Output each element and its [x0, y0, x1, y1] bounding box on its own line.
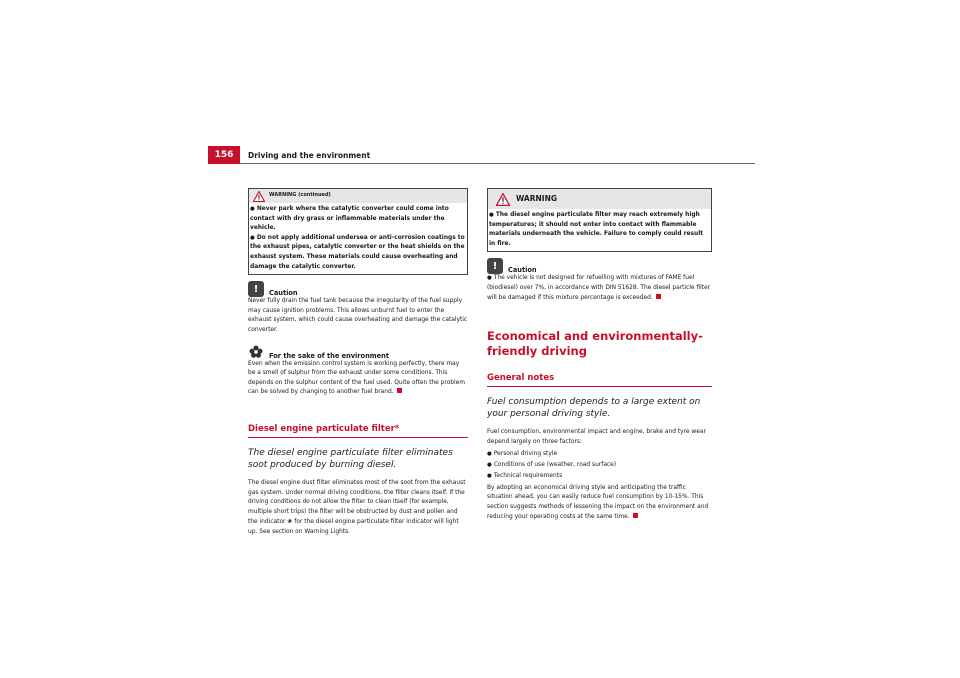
page-number: 156: [208, 146, 240, 164]
general-notes-subtitle: Fuel consumption depends to a large extent on your personal driving style.: [487, 397, 701, 420]
warning-item: ● The diesel engine particulate filter may reach extremely high temperatures; it should not enter into contact with flammable materials underneath the vehicle. Failure to comply could result in fire.: [489, 211, 709, 249]
general-closing-body: By adopting an economical driving style and anticipating the traffic situation ahead, you can easily reduce fuel consumption by 10-15%. This section suggests methods of lessening the impact on the environment and reducing your operating costs at the same time.: [487, 484, 709, 520]
general-notes-heading: General notes: [487, 373, 712, 387]
caution-text: Never fully drain the fuel tank because the irregularity of the fuel supply may cause ignition problems. This allows unburnt fuel to enter the exhaust system, which could cause overheating and damage the catalytic converter.: [248, 298, 468, 333]
dpf-text-before: The diesel engine dust filter eliminates most of the soot from the exhaust gas system. Under normal driving conditions, the filter cleans itself. If the driving conditions do not allow the filter to clean itself (for example, multiple short trips) the filter will be obstructed by dust and pollen and the indicator: [248, 479, 466, 526]
warning-continued-box: [248, 188, 468, 275]
end-mark: [397, 388, 402, 393]
general-intro: Fuel consumption, environmental impact and engine, brake and tyre wear depend largely on three factors:: [487, 429, 706, 445]
caution-icon: !: [248, 281, 264, 297]
dpf-text-after: for the diesel engine particulate filter indicator will light up. See section on Warning Lights.: [248, 519, 459, 535]
factor-list: [487, 449, 711, 481]
economical-heading: Economical and environmentally-friendly driving: [487, 329, 703, 359]
list-item: ● Personal driving style: [487, 449, 711, 460]
list-item: ● Conditions of use (weather, road surface): [487, 460, 711, 471]
warning-header: [488, 189, 711, 209]
list-item: ● Technical requirements: [487, 471, 711, 482]
environment-flower-icon: [248, 344, 264, 360]
environment-heading: [248, 342, 468, 360]
caution-bullet: [487, 275, 494, 281]
right-column: [487, 188, 711, 522]
warning-item: ● Do not apply additional undersea or anti-corrosion coatings to the exhaust pipes, catalytic converter or the heat shields on the exhaust system. These materials could cause overheating and damage the catalytic converter.: [250, 234, 465, 272]
warning-label: WARNING (continued): [269, 192, 331, 199]
header-rule: [240, 163, 755, 164]
left-column: [248, 188, 468, 537]
environment-text: [248, 360, 468, 398]
caution-icon: !: [487, 258, 503, 274]
warning-header: [249, 189, 467, 203]
section-title: Driving and the environment: [248, 151, 371, 160]
environment-label: For the sake of the environment: [269, 351, 389, 360]
caution-text: [487, 274, 711, 303]
dpf-heading: Diesel engine particulate filter*: [248, 424, 468, 438]
end-mark: [656, 294, 661, 299]
caution-heading: [487, 256, 711, 274]
end-mark: [633, 513, 638, 518]
warning-triangle-icon: [496, 193, 510, 206]
caution-label: Caution: [269, 289, 298, 298]
caution-text-body: The vehicle is not designed for refuelling with mixtures of FAME fuel (biodiesel) over 7%, in accordance with DIN 51628. The diesel particle filter will be damaged if this mixture percentage is exceeded.: [487, 275, 711, 301]
caution-heading: [248, 279, 468, 297]
dpf-text: [248, 479, 468, 538]
warning-triangle-icon: [253, 191, 265, 202]
dpf-subtitle: The diesel engine particulate filter eliminates soot produced by burning diesel.: [248, 447, 453, 470]
general-closing: [487, 484, 711, 522]
warning-item: ● Never park where the catalytic converter could come into contact with dry grass or inflammable materials under the vehicle.: [250, 205, 465, 234]
warning-label: WARNING: [516, 194, 558, 204]
particulate-filter-light-icon: ❀: [287, 518, 293, 526]
warning-box: [487, 188, 712, 252]
environment-text-body: Even when the emission control system is working perfectly, there may be a smell of sulphur from the exhaust under some conditions. This depends on the sulphur content of the fuel used. Quite often the problem can be solved by changing to another fuel brand.: [248, 360, 466, 396]
caution-label: Caution: [508, 266, 537, 275]
